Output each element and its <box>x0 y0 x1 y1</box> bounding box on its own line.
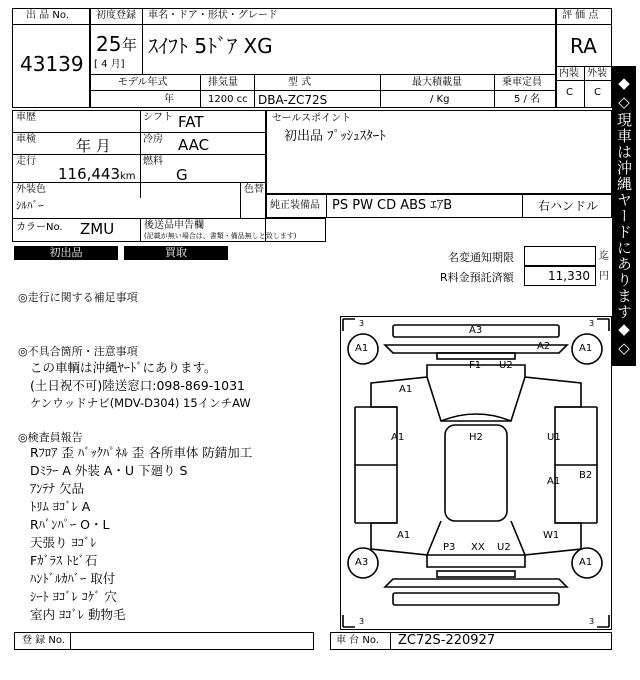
type-label: 型 式 <box>288 77 312 88</box>
deadline-label: 名変通知期限 <box>448 251 514 264</box>
damage-label: A1 <box>355 343 369 354</box>
displacement: 1200 cc <box>208 94 248 105</box>
max-load: / Kg <box>430 94 450 105</box>
sales-label: セールスポイント <box>272 113 352 124</box>
corner-mark: 3 <box>589 319 595 328</box>
driving-notes-heading: ◎走行に関する補足事項 <box>18 291 138 304</box>
mileage-unit: km <box>120 171 136 182</box>
damage-label: P3 <box>443 542 456 553</box>
reg-label: 初度登録 <box>96 10 136 21</box>
disp-label: 排気量 <box>208 77 238 88</box>
corner-mark: 3 <box>589 617 595 626</box>
recycle-label: R料金預託済額 <box>440 271 514 284</box>
ac-label: 冷房 <box>143 134 163 145</box>
inspector-line: Dﾐﾗｰ A 外装 A・U 下廻り S <box>30 463 188 478</box>
mileage-label: 走行 <box>16 156 36 167</box>
corner-mark: 3 <box>359 319 365 328</box>
buy-badge: 買取 <box>124 246 228 260</box>
damage-label: A1 <box>579 343 593 354</box>
score: RA <box>570 34 597 58</box>
damage-label: U1 <box>547 432 561 443</box>
damage-label: U2 <box>499 360 513 371</box>
damage-label: F1 <box>469 360 482 371</box>
damage-label: A1 <box>391 432 405 443</box>
damage-label: A1 <box>397 530 411 541</box>
ext-color: ｼﾙﾊﾞｰ <box>16 199 44 212</box>
defect-line: ケンウッドナビ(MDV-D304) 15インチAW <box>30 396 251 410</box>
damage-label: A1 <box>547 476 561 487</box>
reg-year: 25 <box>96 32 122 56</box>
equip-label: 純正装備品 <box>270 200 320 211</box>
history-label: 車歴 <box>16 112 36 123</box>
sales-point: 初出品 ﾌﾟｯｼｭｽﾀｰﾄ <box>284 129 386 144</box>
score-label: 評 価 点 <box>562 10 599 21</box>
defects-heading: ◎不具合箇所・注意事項 <box>18 345 138 358</box>
handle-side: 右ハンドル <box>538 199 599 213</box>
defect-line: (土日祝不可)陸送窓口:098-869-1031 <box>30 378 246 393</box>
equipment: PS PW CD ABS ｴｱB <box>332 198 453 213</box>
damage-diagram <box>340 316 612 630</box>
inspector-line: Rﾌﾛｱ 歪 ﾊﾞｯｸﾊﾟﾈﾙ 歪 各所車体 防錆加工 <box>30 445 253 460</box>
name-label: 車名・ドア・形状・グレード <box>148 10 278 21</box>
reg-month: [ 4 月] <box>94 59 125 70</box>
inspector-line: ｱﾝﾃﾅ 欠品 <box>30 481 84 496</box>
inspector-line: ﾊﾝﾄﾞﾙｶﾊﾞｰ 取付 <box>30 571 116 586</box>
damage-label: A2 <box>537 341 551 352</box>
reg-year-unit: 年 <box>122 36 138 54</box>
model-year-label: モデル年式 <box>118 77 168 88</box>
inspection-label: 車検 <box>16 134 36 145</box>
inspector-line: ｼｰﾄ ﾖｺﾞﾚ ｺｹﾞ 穴 <box>30 589 117 604</box>
color-no: ZMU <box>80 220 115 238</box>
shift: FAT <box>178 113 204 131</box>
model-year: 年 <box>164 94 174 105</box>
defect-line: この車輌は沖縄ﾔｰﾄﾞにあります。 <box>30 360 217 375</box>
damage-label: XX <box>471 542 485 553</box>
corner-mark: 3 <box>359 617 365 626</box>
deadline-unit: 迄 <box>599 251 609 262</box>
inspector-line: Rﾊﾞﾝﾊﾟｰ O・L <box>30 517 110 532</box>
interior-label: 内装 <box>559 68 579 79</box>
ext-color-label: 外装色 <box>16 184 46 195</box>
ac: AAC <box>178 136 210 154</box>
inspector-line: 室内 ﾖｺﾞﾚ 動物毛 <box>30 607 126 622</box>
first-listing-badge: 初出品 <box>14 246 118 260</box>
color-change-label: 色替 <box>244 184 264 195</box>
inspection: 年 月 <box>76 137 111 155</box>
post-note: (記載が無い場合は、書類・備品無しと致します) <box>144 232 297 240</box>
recycle-unit: 円 <box>599 271 609 282</box>
inspector-line: ﾄﾘﾑ ﾖｺﾞﾚ A <box>30 499 91 514</box>
yard-notice: ◆◇現車は沖縄ヤードにあります◆◇ <box>612 66 636 366</box>
deadline-box <box>524 246 596 266</box>
exterior-grade: C <box>594 87 601 98</box>
damage-label: A3 <box>469 325 483 336</box>
capacity: 5 / 名 <box>514 94 541 105</box>
interior-grade: C <box>566 87 573 98</box>
fuel-label: 燃料 <box>143 156 163 167</box>
model-type: DBA-ZC72S <box>258 93 328 107</box>
damage-label: W1 <box>543 530 560 541</box>
reg-no-label: 登 録 No. <box>22 635 65 646</box>
fuel: G <box>176 166 188 184</box>
recycle-amount: 11,330 <box>548 269 590 283</box>
shift-label: シフト <box>143 112 173 123</box>
chassis-label: 車 台 No. <box>336 635 379 646</box>
damage-label: A3 <box>355 557 369 568</box>
chassis-number: ZC72S-220927 <box>398 633 496 648</box>
damage-label: H2 <box>469 432 483 443</box>
color-no-label: カラーNo. <box>16 222 63 233</box>
mileage: 116,443 <box>58 165 121 183</box>
damage-label: A1 <box>399 384 413 395</box>
inspector-line: Fｶﾞﾗｽ ﾄﾋﾞ石 <box>30 553 98 568</box>
inspector-line: 天張り ﾖｺﾞﾚ <box>30 535 97 550</box>
exterior-label: 外装 <box>587 68 607 79</box>
lot-label: 出 品 No. <box>26 10 69 21</box>
damage-label: U2 <box>497 542 511 553</box>
damage-label: A1 <box>579 557 593 568</box>
capacity-label: 乗車定員 <box>502 77 542 88</box>
lot-number: 43139 <box>20 52 84 76</box>
damage-label: B2 <box>579 470 593 481</box>
load-label: 最大積載量 <box>412 77 462 88</box>
inspector-heading: ◎検査員報告 <box>18 431 83 444</box>
post-label: 後送品申告欄 <box>144 220 204 231</box>
car-name: ｽｲﾌﾄ 5ﾄﾞｱ XG <box>148 34 273 58</box>
